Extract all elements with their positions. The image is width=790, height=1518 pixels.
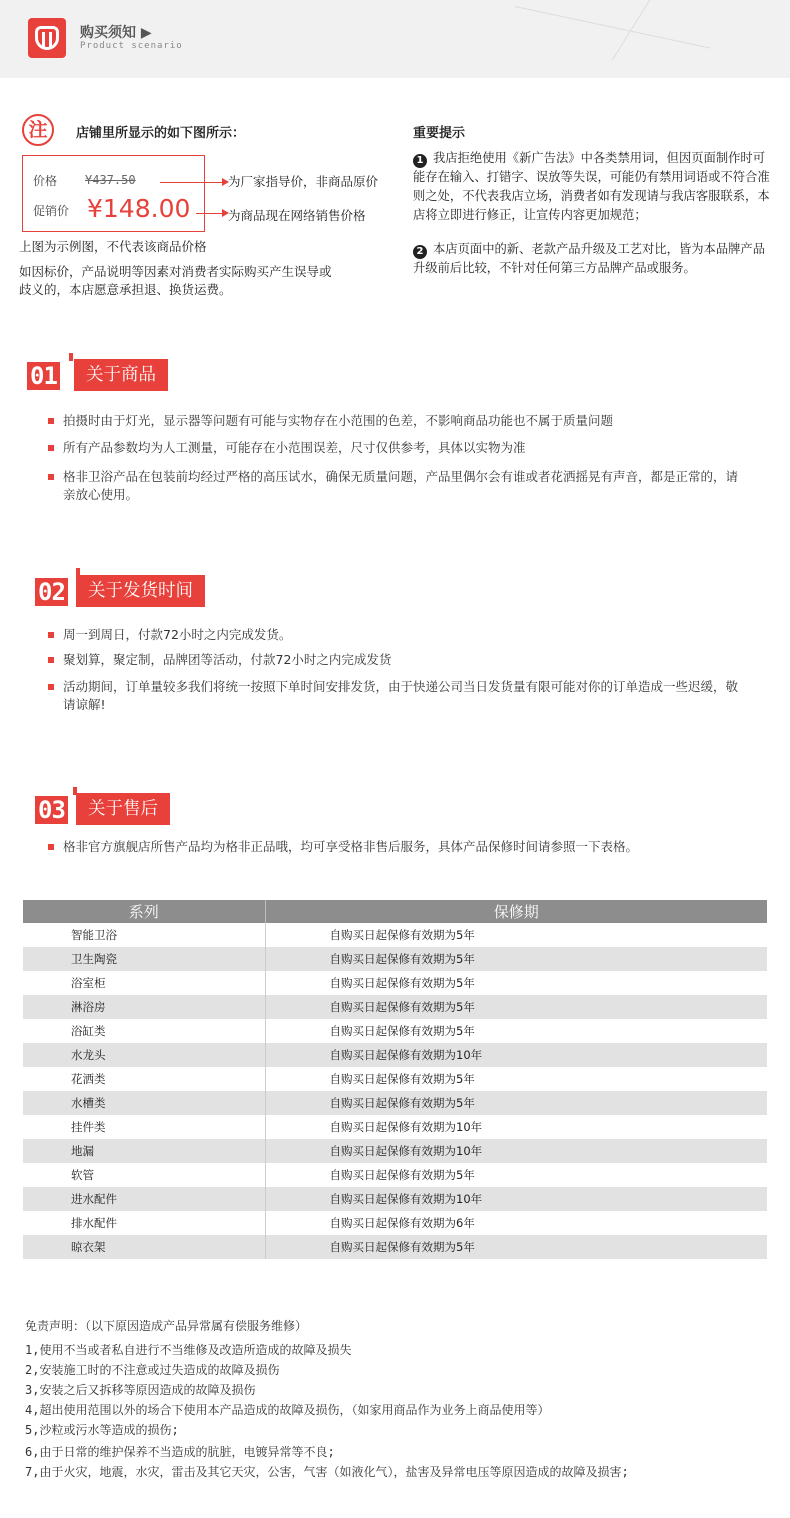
important-item-2	[413, 240, 773, 278]
section-title: 关于售后	[76, 793, 170, 825]
list-item: 周一到周日，付款72小时之内完成发货。	[48, 626, 738, 644]
bullet-icon	[48, 445, 54, 451]
warranty-table	[23, 900, 767, 1259]
disclaimer-title: 免责声明：（以下原因造成产品异常属有偿服务维修）	[25, 1319, 308, 1333]
important-item-1	[413, 149, 773, 225]
bullet-icon	[48, 632, 54, 638]
table-row: 卫生陶瓷 自购买日起保修有效期为5年	[23, 947, 767, 971]
important-item-text: 本店页面中的新、老款产品升级及工艺对比，皆为本品牌产品升级前后比较，不针对任何第三方品牌产品或服务。	[413, 242, 766, 275]
section-accent	[69, 353, 73, 361]
table-header-warranty: 保修期	[265, 900, 767, 923]
table-row: 水龙头 自购买日起保修有效期为10年	[23, 1043, 767, 1067]
promo-price: ¥148.00	[87, 194, 191, 223]
table-row: 水槽类 自购买日起保修有效期为5年	[23, 1091, 767, 1115]
header-title: 购买须知 ▶	[80, 25, 152, 41]
table-row: 软管 自购买日起保修有效期为5年	[23, 1163, 767, 1187]
number-2-icon: 2	[413, 245, 427, 259]
disclaimer-item: 6,由于日常的维护保养不当造成的肮脏，电镀异常等不良;	[25, 1445, 335, 1459]
table-row: 浴室柜 自购买日起保修有效期为5年	[23, 971, 767, 995]
table-row: 地漏 自购买日起保修有效期为10年	[23, 1139, 767, 1163]
table-row: 淋浴房 自购买日起保修有效期为5年	[23, 995, 767, 1019]
table-row: 花洒类 自购买日起保修有效期为5年	[23, 1067, 767, 1091]
arrow-text-sale-price: 为商品现在网络销售价格	[228, 208, 366, 223]
brand-logo-icon	[28, 18, 66, 58]
decorative-line	[515, 6, 711, 49]
section-number: 03	[35, 796, 68, 824]
section-number: 02	[35, 578, 68, 606]
disclaimer-item: 1,使用不当或者私自进行不当维修及改造所造成的故障及损失	[25, 1343, 352, 1357]
number-1-icon: 1	[413, 154, 427, 168]
bullet-icon	[48, 684, 54, 690]
disclaimer-item: 3,安装之后又拆移等原因造成的故障及损伤	[25, 1383, 256, 1397]
table-row: 进水配件 自购买日起保修有效期为10年	[23, 1187, 767, 1211]
section-title: 关于发货时间	[76, 575, 205, 607]
disclaimer-item: 4,超出使用范围以外的场合下使用本产品造成的故障及损伤，（如家用商品作为业务上商品使用等）	[25, 1403, 550, 1417]
list-item: 所有产品参数均为人工测量，可能存在小范围误差，尺寸仅供参考，具体以实物为准	[48, 439, 738, 457]
important-title: 重要提示	[413, 126, 466, 141]
arrow-icon	[160, 182, 224, 183]
table-row: 排水配件 自购买日起保修有效期为6年	[23, 1211, 767, 1235]
list-item: 拍摄时由于灯光，显示器等问题有可能与实物存在小范围的色差，不影响商品功能也不属于质量问题	[48, 412, 738, 430]
list-item: 格非官方旗舰店所售产品均为格非正品哦，均可享受格非售后服务，具体产品保修时间请参照一下表格。	[48, 838, 738, 856]
decorative-line	[612, 0, 661, 61]
arrow-text-guide-price: 为厂家指导价，非商品原价	[228, 174, 379, 189]
list-item: 格非卫浴产品在包装前均经过严格的高压试水，确保无质量问题，产品里偶尔会有谁或者花洒摇晃有声音，都是正常的，请亲放心使用。	[48, 468, 738, 504]
disclaimer-item: 2,安装施工时的不注意或过失造成的故障及损伤	[25, 1363, 280, 1377]
section-number: 01	[27, 362, 60, 390]
price-label: 价格	[33, 174, 58, 188]
bullet-icon	[48, 474, 54, 480]
note-icon: 注	[22, 114, 54, 146]
table-row: 挂件类 自购买日起保修有效期为10年	[23, 1115, 767, 1139]
important-item-text: 我店拒绝使用《新广告法》中各类禁用词，但因页面制作时可能存在输入、打错字、误放等失误，可能仍有禁用词语或不符合准则之处，不代表我店立场，消费者如有发现请与我店客服联系，本店将立即进行修正，让宣传内容更加规范；	[413, 151, 770, 222]
original-price: ¥437.50	[85, 173, 136, 187]
section-title: 关于商品	[74, 359, 168, 391]
header-banner	[0, 0, 790, 78]
price-example-box	[22, 155, 205, 232]
misleading-note-line2: 歧义的，本店愿意承担退、换货运费。	[19, 282, 232, 297]
table-header-series: 系列	[23, 900, 265, 923]
bullet-icon	[48, 418, 54, 424]
promo-label: 促销价	[33, 204, 70, 218]
table-row: 智能卫浴 自购买日起保修有效期为5年	[23, 923, 767, 947]
price-example-title: 店铺里所显示的如下图所示：	[76, 126, 246, 141]
list-item: 聚划算，聚定制，品牌团等活动，付款72小时之内完成发货	[48, 651, 738, 669]
arrow-icon	[196, 213, 224, 214]
misleading-note-line1: 如因标价，产品说明等因素对消费者实际购买产生误导或	[19, 264, 332, 279]
bullet-icon	[48, 657, 54, 663]
list-item: 活动期间，订单量较多我们将统一按照下单时间安排发货，由于快递公司当日发货量有限可能对你的订单造成一些迟缓，敬请谅解!	[48, 678, 738, 714]
disclaimer-item: 7,由于火灾，地震，水灾，雷击及其它天灾，公害，气害（如液化气），盐害及异常电压等原因造成的故障及损害;	[25, 1465, 629, 1479]
bullet-icon	[48, 844, 54, 850]
example-note: 上图为示例图，不代表该商品价格	[19, 239, 207, 254]
table-row: 浴缸类 自购买日起保修有效期为5年	[23, 1019, 767, 1043]
disclaimer-item: 5,沙粒或污水等造成的损伤;	[25, 1423, 179, 1437]
header-subtitle: Product scenario	[80, 41, 183, 51]
table-row: 晾衣架 自购买日起保修有效期为5年	[23, 1235, 767, 1259]
